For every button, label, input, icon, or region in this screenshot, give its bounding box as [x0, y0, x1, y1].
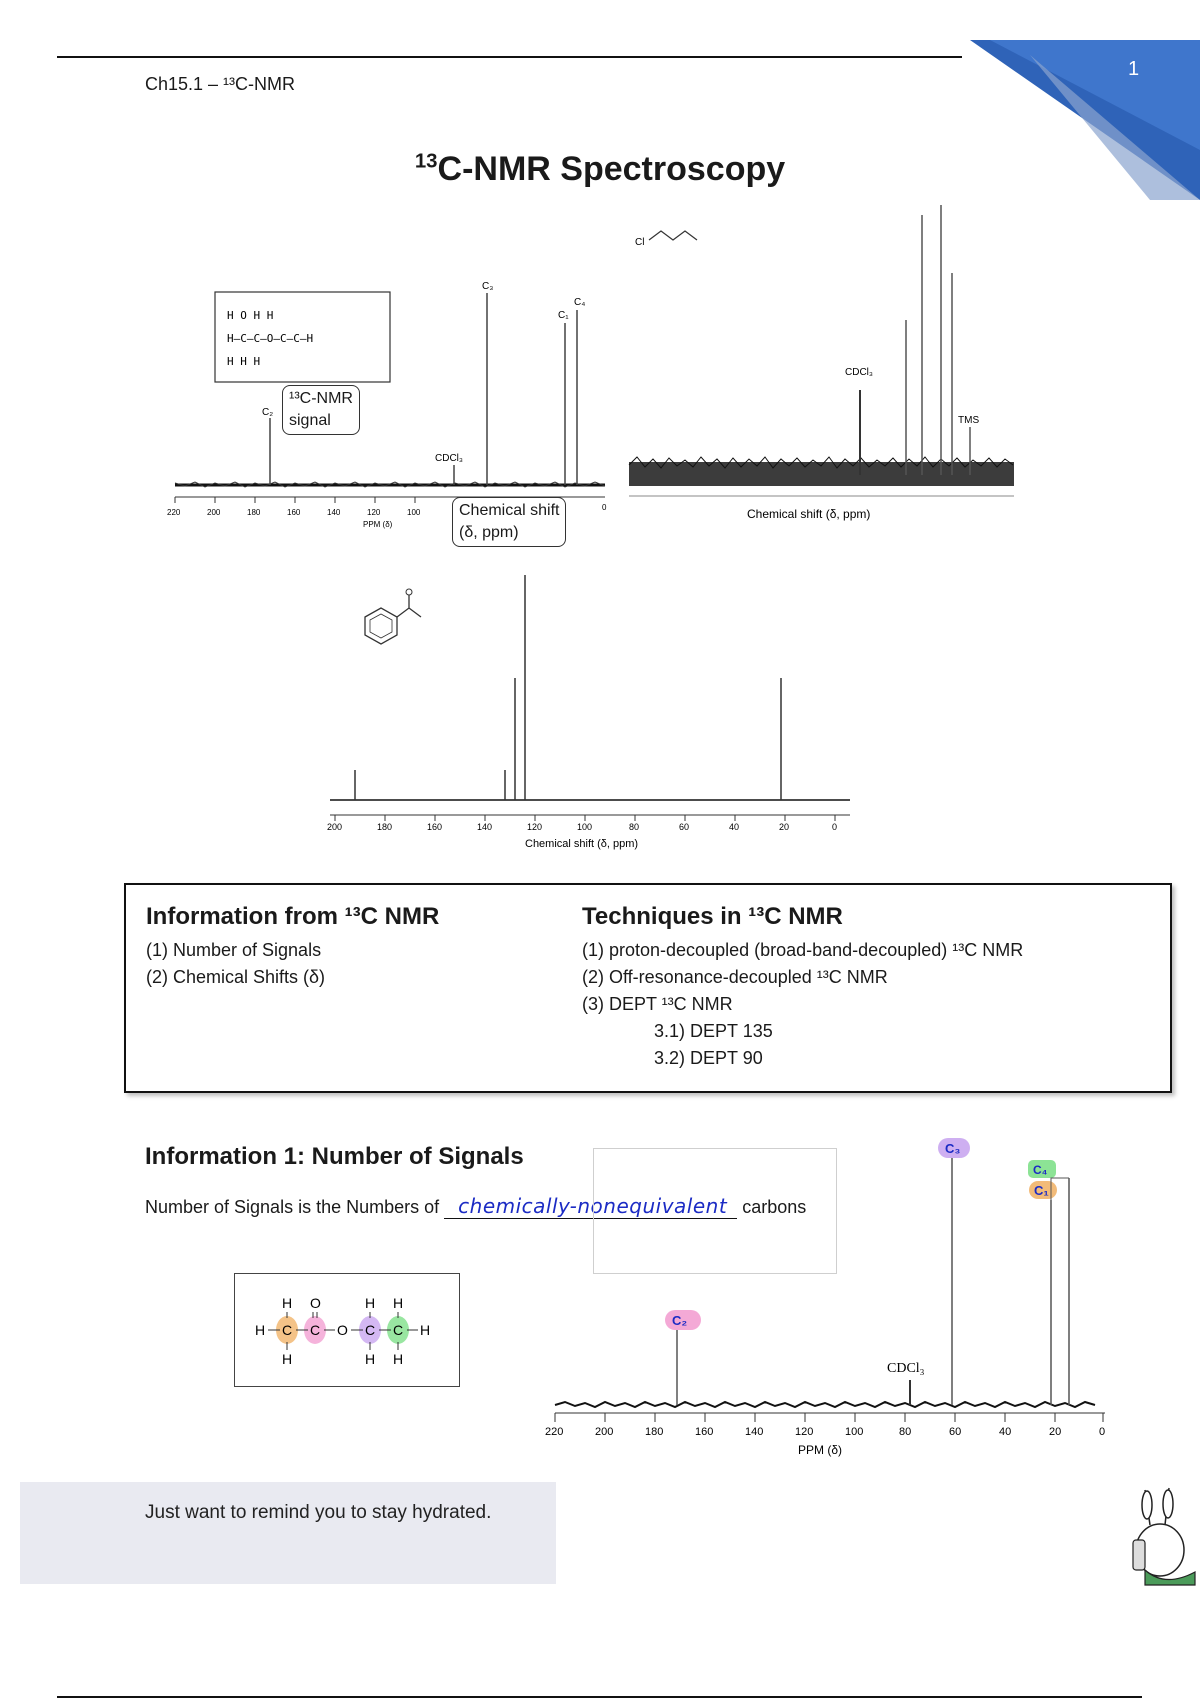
- page-number: 1: [1128, 58, 1140, 80]
- bunny-mascot-icon: [1125, 1480, 1200, 1590]
- handwritten-answer: chemically-nonequivalent: [444, 1194, 737, 1219]
- svg-text:H: H: [255, 1322, 266, 1338]
- svg-text:C: C: [310, 1322, 321, 1338]
- peak-label-cdcl3: CDCl₃: [845, 367, 873, 378]
- axis-label: Chemical shift (δ, ppm): [747, 507, 871, 521]
- technique-sub-item-1: 3.1) DEPT 135: [654, 1021, 773, 1041]
- tick-0: 0: [832, 822, 838, 832]
- peak-label-tms: TMS: [958, 415, 980, 426]
- tick-180: 180: [645, 1426, 664, 1438]
- atom-h-top-3: H: [393, 1295, 404, 1311]
- info-item-1: (1) Number of Signals: [146, 940, 322, 960]
- technique-sub-item-2: 3.2) DEPT 90: [654, 1048, 763, 1068]
- molecule-row-2: H—C—C—O—C—C—H: [227, 332, 314, 345]
- definition-suffix: carbons: [742, 1197, 807, 1217]
- tick-180: 180: [247, 508, 261, 517]
- peak-label-c2: C₂: [262, 407, 274, 418]
- axis-label: PPM (δ): [363, 520, 393, 529]
- molecule-cl-label: Cl: [635, 237, 645, 248]
- peak-label-c4: C₄: [574, 297, 586, 308]
- tick-100: 100: [407, 508, 421, 517]
- spectrum-acetophenone: [325, 575, 855, 855]
- tick-140: 140: [477, 822, 493, 832]
- spectrum-chlorobutane: [625, 205, 1020, 535]
- tick-200: 200: [595, 1426, 614, 1438]
- atom-o-top: O: [310, 1295, 321, 1311]
- axis-label: Chemical shift (δ, ppm): [525, 838, 639, 850]
- tick-180: 180: [377, 822, 393, 832]
- info-item-2: (2) Chemical Shifts (δ): [146, 967, 326, 987]
- label-c4: C₄: [1033, 1163, 1048, 1177]
- spectrum-annotated: [545, 1130, 1115, 1460]
- tick-80: 80: [899, 1426, 912, 1438]
- atom-h-top-2: H: [365, 1295, 376, 1311]
- section-heading: Information 1: Number of Signals: [145, 1143, 524, 1170]
- tick-60: 60: [679, 822, 690, 832]
- svg-text:O: O: [337, 1322, 348, 1338]
- tick-200: 200: [207, 508, 221, 517]
- tick-40: 40: [729, 822, 740, 832]
- peak-label-c3: C₃: [482, 281, 494, 292]
- tick-40: 40: [999, 1426, 1012, 1438]
- tick-160: 160: [427, 822, 443, 832]
- hydration-banner: [20, 1482, 556, 1584]
- atom-h-bottom-2: H: [365, 1351, 376, 1367]
- svg-text:C: C: [365, 1322, 376, 1338]
- chain-structure: [649, 231, 697, 240]
- technique-item-2: (2) Off-resonance-decoupled ¹³C NMR: [582, 967, 888, 987]
- molecule-row-1: H O H H: [227, 309, 274, 322]
- molecule-row-3: H H H: [227, 355, 261, 368]
- svg-text:C: C: [282, 1322, 293, 1338]
- callout-signal: ¹³C-NMR signal: [282, 385, 360, 435]
- techniques-heading: Techniques in ¹³C NMR: [582, 903, 843, 930]
- tick-0: 0: [602, 503, 607, 512]
- tick-20: 20: [1049, 1426, 1062, 1438]
- tick-20: 20: [779, 822, 790, 832]
- tick-160: 160: [695, 1426, 714, 1438]
- tick-120: 120: [527, 822, 543, 832]
- tick-100: 100: [577, 822, 593, 832]
- axis-label: PPM (δ): [798, 1443, 843, 1457]
- callout-chemical-shift: Chemical shift (δ, ppm): [452, 497, 566, 547]
- tick-200: 200: [327, 822, 343, 832]
- tick-80: 80: [629, 822, 640, 832]
- tick-140: 140: [327, 508, 341, 517]
- peak-label-cdcl3: CDCl₃: [435, 453, 463, 464]
- svg-text:C: C: [393, 1322, 404, 1338]
- label-c1: C₁: [1034, 1183, 1049, 1198]
- label-cdcl3: CDCl₃: [887, 1361, 925, 1376]
- technique-item-3: (3) DEPT ¹³C NMR: [582, 994, 733, 1014]
- tick-160: 160: [287, 508, 301, 517]
- information-box: [124, 883, 1172, 1093]
- spectrum-ethyl-acetate: [165, 265, 615, 565]
- peak-label-c1: C₁: [558, 310, 569, 321]
- label-c3: C₃: [945, 1141, 961, 1156]
- tick-120: 120: [795, 1426, 814, 1438]
- atom-h-top-1: H: [282, 1295, 293, 1311]
- techniques-column: [582, 903, 1023, 1072]
- tick-0: 0: [1099, 1426, 1106, 1438]
- page-title: $^{13}$C-NMR Spectroscopy: [414, 150, 786, 188]
- atom-h-bottom-1: H: [282, 1351, 293, 1367]
- top-rule: [57, 56, 962, 58]
- tick-100: 100: [845, 1426, 864, 1438]
- tick-140: 140: [745, 1426, 764, 1438]
- info-from-column: [146, 903, 439, 991]
- technique-item-1: (1) proton-decoupled (broad-band-decoupled) ¹³C NMR: [582, 940, 1024, 960]
- tick-220: 220: [545, 1426, 564, 1438]
- hydration-text: Just want to remind you to stay hydrated.: [145, 1502, 492, 1523]
- tick-220: 220: [167, 508, 181, 517]
- atom-h-bottom-3: H: [393, 1351, 404, 1367]
- definition-prefix: Number of Signals is the Numbers of: [145, 1197, 440, 1217]
- tick-60: 60: [949, 1426, 962, 1438]
- info-from-heading: Information from ¹³C NMR: [146, 903, 440, 930]
- chapter-label: Ch15.1 – ¹³C-NMR: [145, 74, 296, 94]
- label-c2: C₂: [672, 1313, 688, 1328]
- bottom-rule: [57, 1696, 1142, 1698]
- svg-text:H: H: [420, 1322, 431, 1338]
- highlighted-molecule: [234, 1273, 460, 1387]
- tick-120: 120: [367, 508, 381, 517]
